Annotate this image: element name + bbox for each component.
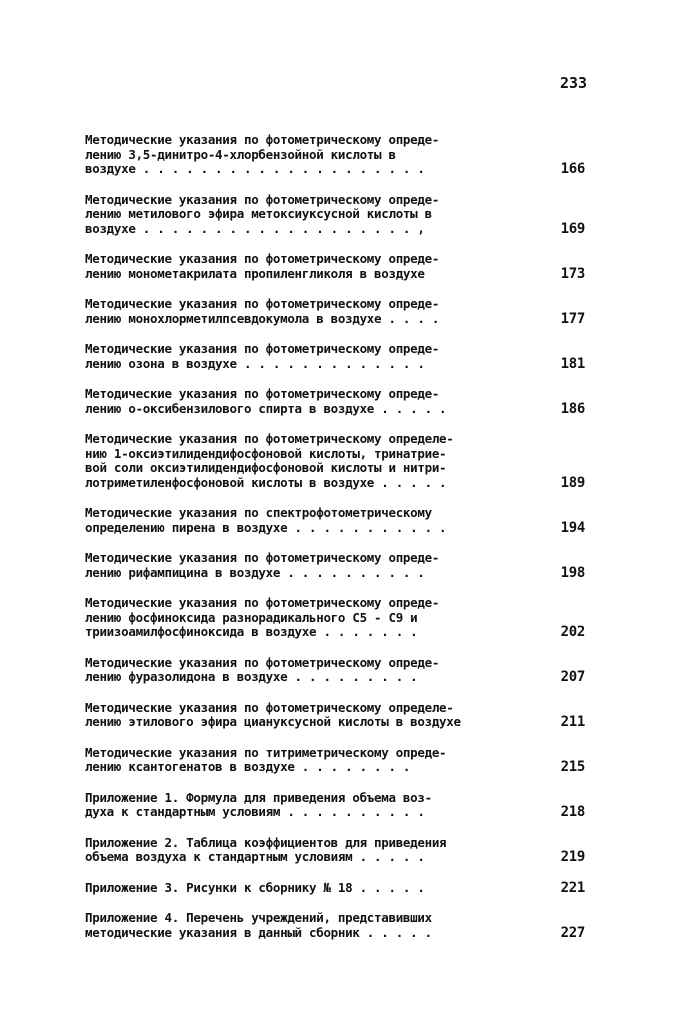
toc-entry-title: Приложение 2. Таблица коэффициентов для приведения объема воздуха к стандартным условиям . . . . . (85, 834, 447, 864)
toc-entry-title: Методические указания по фотометрическому опреде- лению монохлорметилпсевдокумола в воздухе . . . . (85, 296, 440, 326)
page-number: 233 (560, 74, 588, 92)
toc-entry-title: Методические указания по фотометрическому опреде- лению метилового эфира метоксиуксусной кислоты в воздухе . . . . . . . . . . . . . . . . . . . , (85, 191, 440, 236)
toc-entry-page: 166 (560, 161, 585, 177)
toc-entry (85, 432, 595, 490)
toc-entry-page: 194 (560, 519, 585, 536)
toc-entry-title: Приложение 1. Формула для приведения объема воз- духа к стандартным условиям . . . . . . . . . . (85, 789, 432, 819)
toc-entry (85, 596, 595, 640)
toc-entry-title: Приложение 4. Перечень учреждений, представивших методические указания в данный сборник . . . . . (85, 910, 432, 940)
toc-entry-title: Методические указания по титриметрическому опреде- лению ксантогенатов в воздухе . . . . . . . . (85, 744, 447, 774)
toc-entry (85, 342, 595, 371)
toc-entry-page: 181 (560, 355, 585, 372)
toc-entry (85, 836, 595, 865)
toc-entry (85, 387, 595, 416)
table-of-contents (85, 133, 595, 956)
toc-entry-title: Методические указания по фотометрическому опреде- лению 3,5-динитро-4-хлорбензойной кислоты в воздухе . . . . . . . . . . . . . . . . . . . . (85, 132, 440, 176)
toc-entry-page: 221 (560, 879, 585, 896)
toc-entry (85, 297, 595, 326)
toc-entry-title: Методические указания по фотометрическому определе- лению этилового эфира циануксусной кислоты в воздухе (85, 699, 461, 729)
toc-entry (85, 551, 595, 580)
toc-entry-title: Методические указания по фотометрическому опреде- лению о-оксибензилового спирта в воздухе . . . . . (85, 386, 447, 416)
toc-entry (85, 656, 595, 685)
toc-entry (85, 193, 595, 237)
toc-entry-title: Методические указания по спектрофотометрическому определению пирена в воздухе . . . . . . . . . . . (85, 505, 447, 535)
toc-entry-page: 202 (560, 624, 585, 640)
toc-entry-title: Методические указания по фотометрическому опреде- лению фосфиноксида разнорадикального C5 - C9 и триизоамилфосфиноксида в воздухе . . . . . . . (85, 595, 440, 639)
toc-entry (85, 746, 595, 775)
toc-entry-page: 189 (560, 474, 585, 491)
toc-entry-page: 207 (560, 669, 585, 685)
toc-entry-title: Приложение 3. Рисунки к сборнику № 18 . . . . . (85, 879, 425, 895)
toc-entry (85, 701, 595, 730)
toc-entry (85, 911, 595, 940)
toc-entry-title: Методические указания по фотометрическому опреде- лению рифампицина в воздухе . . . . . . . . . . (85, 550, 440, 580)
toc-entry-page: 215 (560, 759, 585, 775)
toc-entry (85, 881, 595, 896)
toc-entry (85, 506, 595, 535)
toc-entry-page: 219 (560, 849, 585, 865)
toc-entry (85, 133, 595, 177)
toc-entry-page: 198 (560, 564, 585, 581)
toc-entry-title: Методические указания по фотометрическому опреде- лению монометакрилата пропиленгликоля в воздухе (85, 251, 440, 281)
toc-entry-page: 227 (560, 924, 585, 941)
toc-entry-title: Методические указания по фотометрическому опреде- лению фуразолидона в воздухе . . . . . . . . . (85, 654, 440, 684)
toc-entry-page: 169 (560, 220, 585, 237)
toc-entry-page: 218 (560, 804, 585, 820)
toc-entry (85, 252, 595, 281)
toc-entry-page: 177 (560, 310, 585, 327)
toc-entry-page: 211 (560, 714, 585, 730)
toc-entry-page: 186 (560, 400, 585, 417)
toc-entry (85, 791, 595, 820)
toc-entry-page: 173 (560, 265, 585, 282)
toc-entry-title: Методические указания по фотометрическому опреде- лению озона в воздухе . . . . . . . . . . . . . (85, 341, 440, 371)
toc-entry-title: Методические указания по фотометрическому определе- нию 1-оксиэтилидендифосфоновой кислоты, тринатрие- вой соли оксиэтилидендифосфоновой кислоты и нитри- лотриметиленфосфоновой кислоты в воздухе . . . . . (85, 431, 454, 490)
